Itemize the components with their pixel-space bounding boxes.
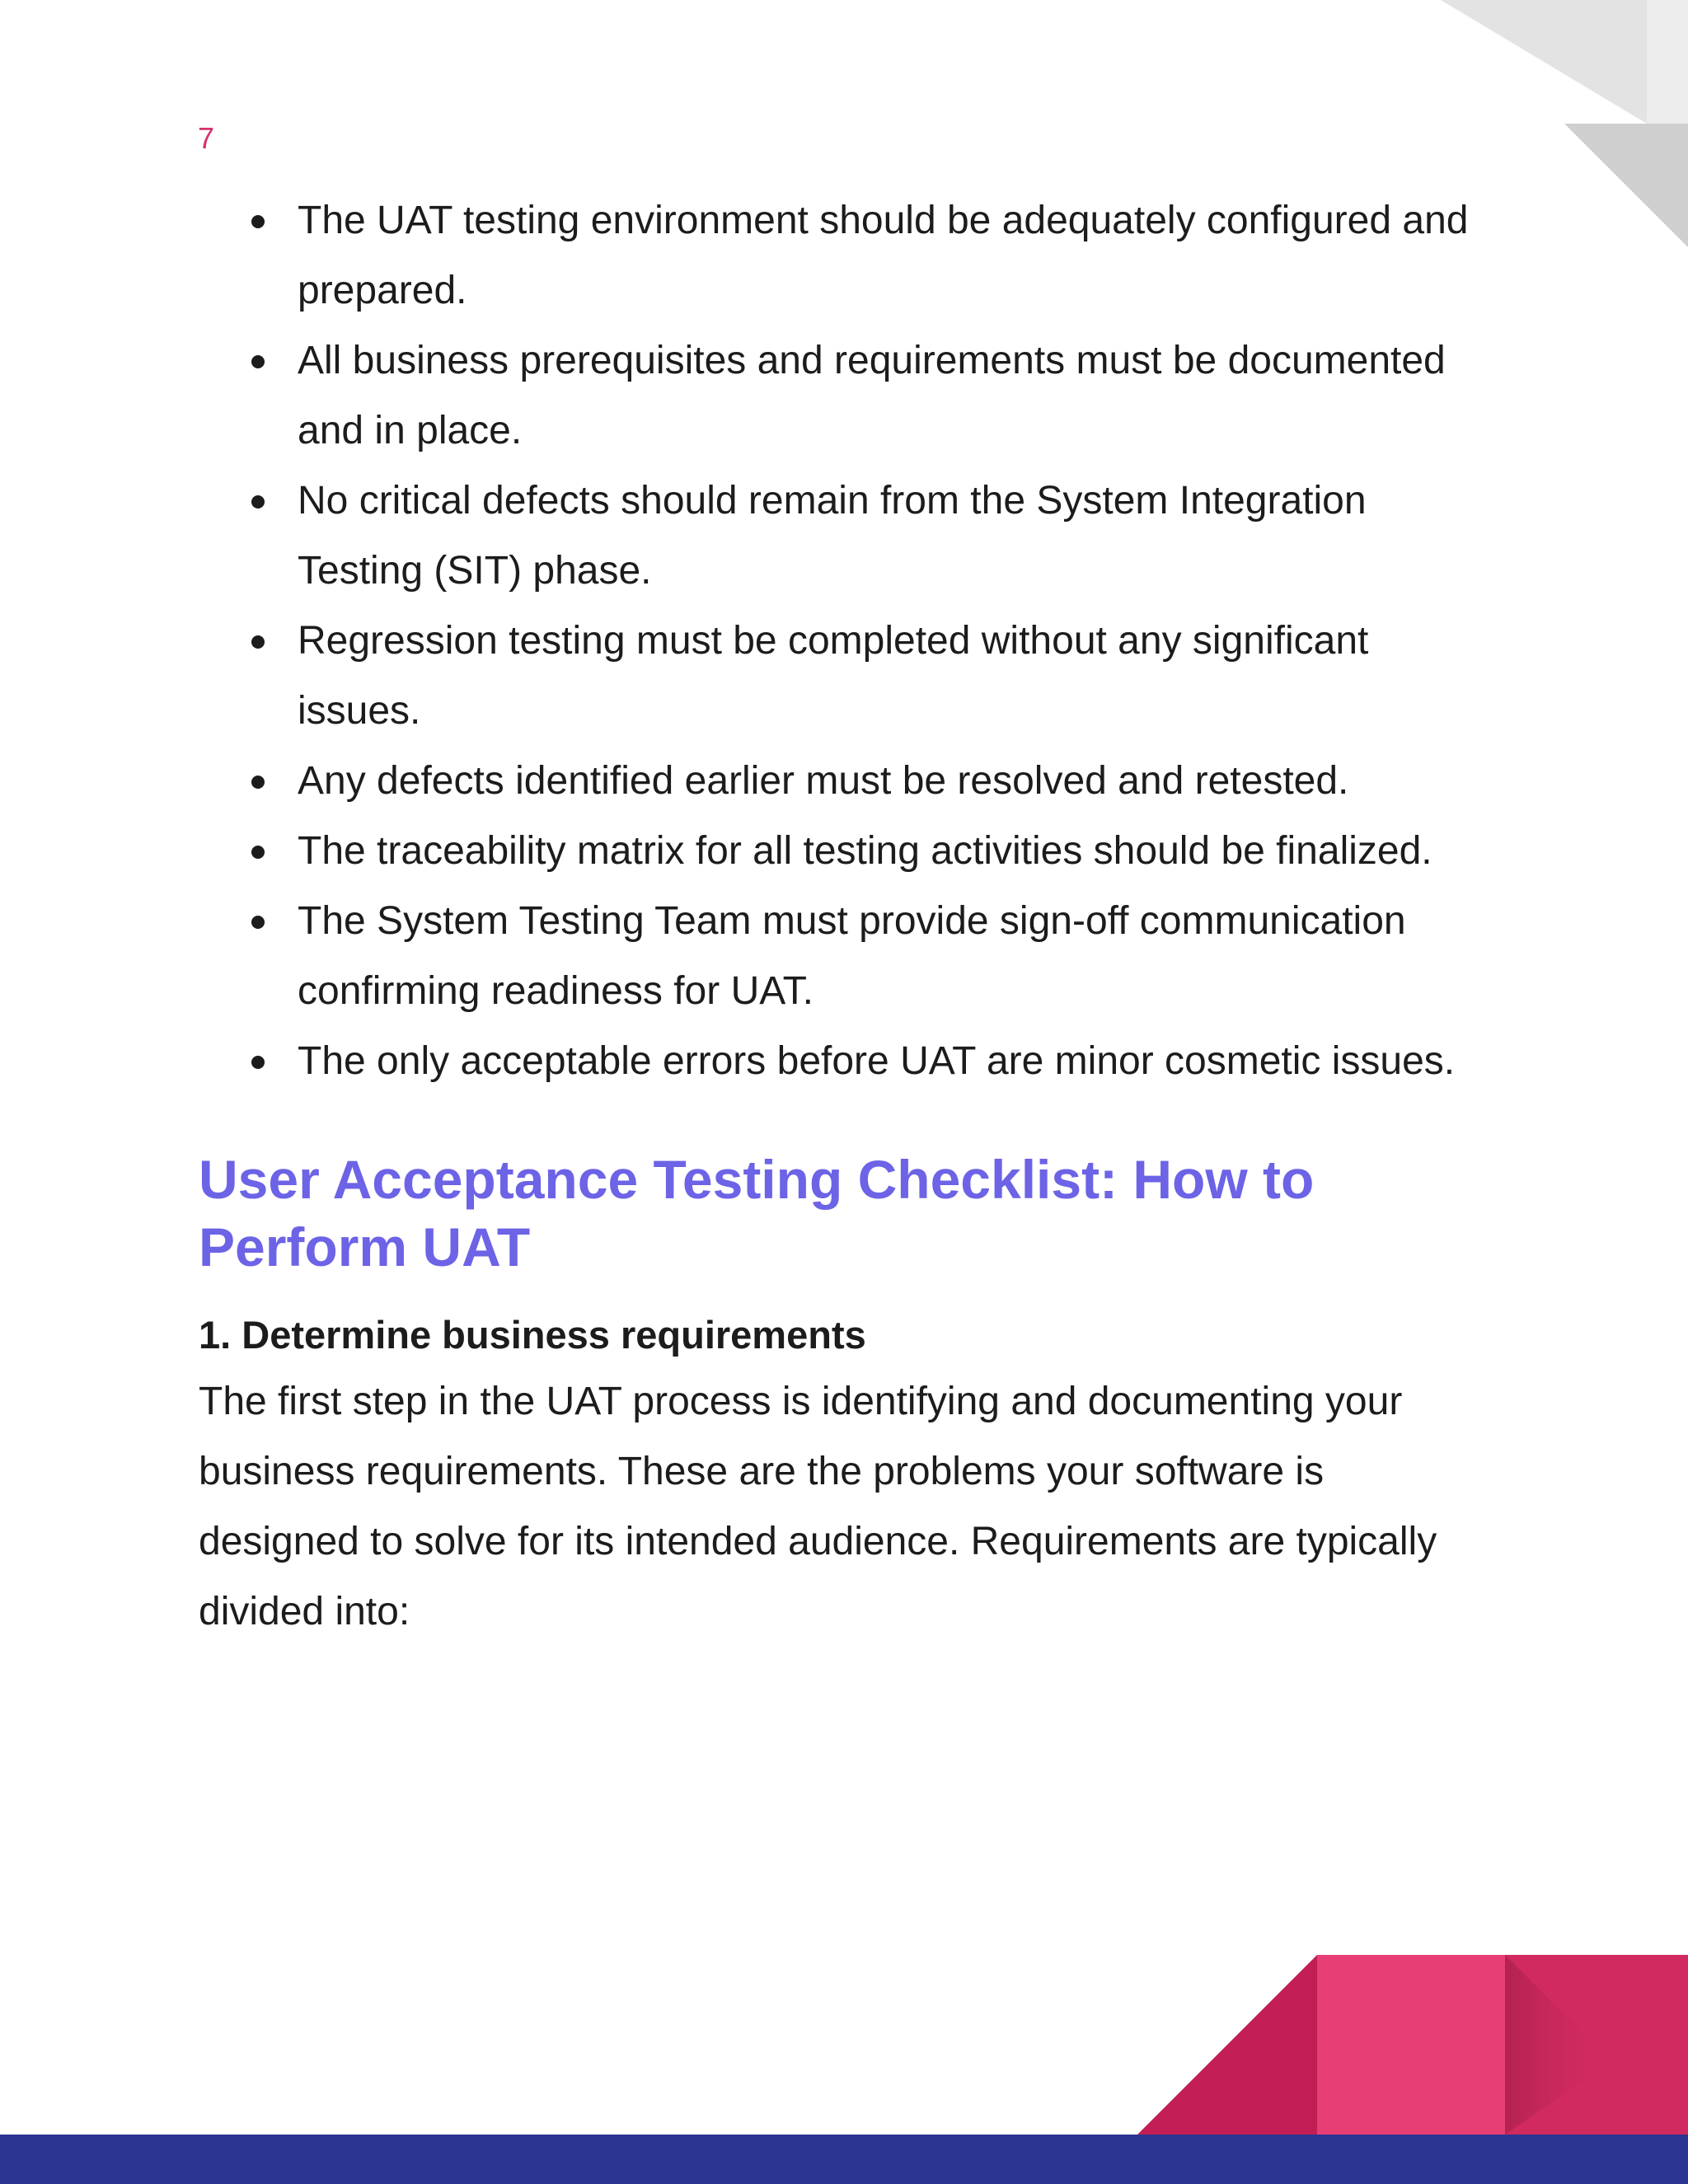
footer-band: [0, 2135, 1688, 2184]
prerequisite-list: [199, 185, 1501, 1096]
step-heading: 1. Determine business requirements: [199, 1313, 866, 1357]
body-paragraph: The first step in the UAT process is identifying and documenting your business requirements. These are the problems your software is designed to solve for its intended audience. Requirements are typically divided into:: [199, 1380, 1437, 1633]
list-item-text: No critical defects should remain from the System Integration Testing (SIT) phase.: [298, 479, 1367, 593]
list-item-text: Any defects identified earlier must be resolved and retested.: [298, 759, 1349, 803]
list-item: [199, 1026, 1501, 1096]
list-item-text: The UAT testing environment should be adequately configured and prepared.: [298, 199, 1469, 312]
list-item: [199, 326, 1501, 466]
list-item-text: Regression testing must be completed without any significant issues.: [298, 619, 1369, 733]
bullet-icon: [251, 776, 265, 789]
bullet-icon: [251, 355, 265, 368]
list-item-text: The traceability matrix for all testing activities should be finalized.: [298, 829, 1432, 873]
bullet-icon: [251, 495, 265, 509]
corner-decoration-bottom: [1137, 1955, 1688, 2135]
list-item-text: The only acceptable errors before UAT are minor cosmetic issues.: [298, 1039, 1456, 1083]
bullet-icon: [251, 215, 265, 228]
bullet-icon: [251, 916, 265, 929]
section-heading: User Acceptance Testing Checklist: How to Perform UAT: [199, 1149, 1315, 1277]
list-item: [199, 606, 1501, 746]
list-item-text: All business prerequisites and requirements must be documented and in place.: [298, 339, 1446, 452]
list-item: [199, 466, 1501, 606]
list-item: [199, 746, 1501, 816]
page-number: 7: [198, 121, 215, 155]
list-item: [199, 816, 1501, 886]
list-item: [199, 886, 1501, 1026]
list-item-text: The System Testing Team must provide sign-off communication confirming readiness for UAT.: [298, 899, 1406, 1013]
bullet-icon: [251, 635, 265, 649]
bullet-icon: [251, 846, 265, 859]
document-body: [199, 185, 1501, 1647]
list-item: [199, 185, 1501, 326]
bullet-icon: [251, 1056, 265, 1069]
